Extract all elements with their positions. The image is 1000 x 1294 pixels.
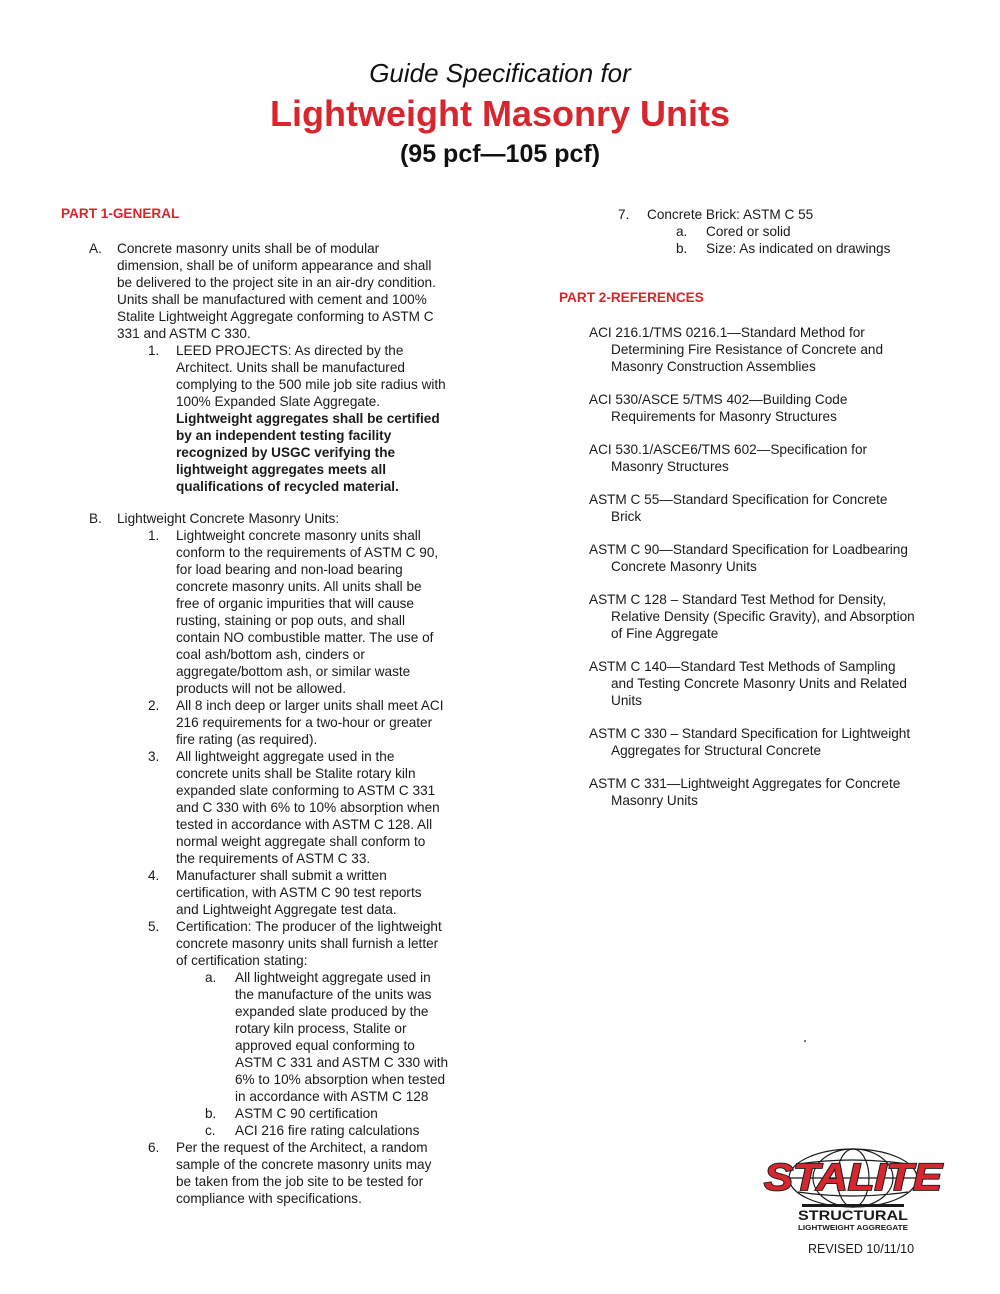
list-item-line: for load bearing and non-load bearing	[176, 562, 403, 577]
paragraph-line: Units shall be manufactured with cement and 100%	[117, 292, 427, 307]
list-item-line: Lightweight concrete masonry units shall	[176, 528, 421, 543]
paragraph-line: LEED PROJECTS: As directed by the	[176, 343, 404, 358]
list-item-line: fire rating (as required).	[176, 732, 318, 747]
item-marker: 1.	[148, 528, 160, 543]
list-item-line: tested in accordance with ASTM C 128. All	[176, 817, 433, 832]
revised-date: REVISED 10/11/10	[808, 1242, 915, 1256]
reference-line: Determining Fire Resistance of Concrete and	[611, 342, 884, 357]
list-item-line: compliance with specifications.	[176, 1191, 362, 1206]
list-item-line: sample of the concrete masonry units may	[176, 1157, 432, 1172]
sub-item-line: ASTM C 90 certification	[235, 1106, 378, 1121]
item-marker: 5.	[148, 919, 160, 934]
sub-item-line: All lightweight aggregate used in	[235, 970, 431, 985]
item-marker: 2.	[148, 698, 160, 713]
paragraph-line: Concrete masonry units shall be of modular	[117, 241, 380, 256]
list-item-line: of certification stating:	[176, 953, 308, 968]
stray-dot	[804, 1040, 806, 1042]
list-item-line: free of organic impurities that will cause	[176, 596, 414, 611]
list-item-line: rusting, staining or pop outs, and shall	[176, 613, 405, 628]
paragraph-line: dimension, shall be of uniform appearance and shall	[117, 258, 432, 273]
page-title-line1: Guide Specification for	[369, 58, 631, 88]
list-item-line: and Lightweight Aggregate test data.	[176, 902, 397, 917]
paragraph-line: Stalite Lightweight Aggregate conforming to ASTM C	[117, 309, 434, 324]
reference-line: Concrete Masonry Units	[611, 559, 757, 574]
item-marker: 4.	[148, 868, 160, 883]
list-item-line: aggregate/bottom ash, or similar waste	[176, 664, 411, 679]
reference-line: of Fine Aggregate	[611, 626, 719, 641]
item-marker: A.	[89, 241, 102, 256]
sub-item-line: in accordance with ASTM C 128	[235, 1089, 429, 1104]
reference-line: Aggregates for Structural Concrete	[611, 743, 822, 758]
sub-item-line: ACI 216 fire rating calculations	[235, 1123, 420, 1138]
reference-line: Masonry Units	[611, 793, 698, 808]
sub-item-line: Cored or solid	[706, 224, 791, 239]
reference-title: ASTM C 128 – Standard Test Method for Density,	[589, 592, 887, 607]
paragraph-line: 331 and ASTM C 330.	[117, 326, 251, 341]
reference-line: Units	[611, 693, 642, 708]
sub-item-marker: b.	[205, 1106, 217, 1121]
list-item-line: be taken from the job site to be tested for	[176, 1174, 424, 1189]
list-item-line: 216 requirements for a two-hour or greater	[176, 715, 433, 730]
reference-title: ACI 530/ASCE 5/TMS 402—Building Code	[589, 392, 848, 407]
paragraph-line: Architect. Units shall be manufactured	[176, 360, 405, 375]
list-item-line: contain NO combustible matter. The use of	[176, 630, 434, 645]
list-item-line: All lightweight aggregate used in the	[176, 749, 395, 764]
bold-paragraph-line: lightweight aggregates meets all	[176, 462, 386, 477]
sub-item-line: Size: As indicated on drawings	[706, 241, 891, 256]
sub-item-line: ASTM C 331 and ASTM C 330 with	[235, 1055, 449, 1070]
sub-item-marker: a.	[676, 224, 688, 239]
section-title: Lightweight Concrete Masonry Units:	[117, 511, 340, 526]
item-marker: 3.	[148, 749, 160, 764]
reference-line: Requirements for Masonry Structures	[611, 409, 837, 424]
page-title-line3: (95 pcf—105 pcf)	[399, 140, 601, 168]
reference-line: Relative Density (Specific Gravity), and Absorption	[611, 609, 915, 624]
list-item-line: normal weight aggregate shall conform to	[176, 834, 426, 849]
list-item-line: and C 330 with 6% to 10% absorption when	[176, 800, 440, 815]
list-item-line: products will not be allowed.	[176, 681, 347, 696]
paragraph-line: be delivered to the project site in an air-dry condition.	[117, 275, 436, 290]
sub-item-marker: a.	[205, 970, 217, 985]
list-item-line: Manufacturer shall submit a written	[176, 868, 387, 883]
item-marker: B.	[89, 511, 102, 526]
reference-line: Brick	[611, 509, 642, 524]
list-item-line: concrete masonry units shall furnish a letter	[176, 936, 439, 951]
sub-item-line: 6% to 10% absorption when tested	[235, 1072, 446, 1087]
paragraph-line: 100% Expanded Slate Aggregate.	[176, 394, 381, 409]
sub-item-marker: b.	[676, 241, 688, 256]
bold-paragraph-line: by an independent testing facility	[176, 428, 392, 443]
reference-line: and Testing Concrete Masonry Units and Related	[611, 676, 907, 691]
list-item-line: Certification: The producer of the lightweight	[176, 919, 442, 934]
list-item-line: conform to the requirements of ASTM C 90,	[176, 545, 439, 560]
item-marker: 6.	[148, 1140, 160, 1155]
bold-paragraph-line: recognized by USGC verifying the	[176, 445, 396, 460]
sub-item-line: the manufacture of the units was	[235, 987, 432, 1002]
list-item-line: concrete units shall be Stalite rotary kiln	[176, 766, 416, 781]
reference-title: ACI 216.1/TMS 0216.1—Standard Method for	[589, 325, 865, 340]
list-item-line: Per the request of the Architect, a random	[176, 1140, 428, 1155]
stalite-wordmark: STALITE	[764, 1157, 944, 1199]
logo-structural-text: STRUCTURAL	[798, 1207, 909, 1223]
list-item-line: certification, with ASTM C 90 test reports	[176, 885, 422, 900]
paragraph-line: complying to the 500 mile job site radius with	[176, 377, 446, 392]
sub-item-line: expanded slate produced by the	[235, 1004, 429, 1019]
list-item-line: All 8 inch deep or larger units shall meet ACI	[176, 698, 444, 713]
reference-title: ASTM C 90—Standard Specification for Loadbearing	[589, 542, 908, 557]
list-item-line: expanded slate conforming to ASTM C 331	[176, 783, 436, 798]
part1-heading: PART 1-GENERAL	[61, 206, 180, 221]
reference-title: ASTM C 331—Lightweight Aggregates for Concrete	[589, 776, 901, 791]
list-item-line: concrete masonry units. All units shall be	[176, 579, 422, 594]
list-item-line: the requirements of ASTM C 33.	[176, 851, 371, 866]
stalite-logo	[758, 1147, 948, 1235]
logo-lightweight-aggregate-text: LIGHTWEIGHT AGGREGATE	[798, 1225, 909, 1232]
reference-title: ACI 530.1/ASCE6/TMS 602—Specification for	[589, 442, 868, 457]
item-marker: 7.	[618, 207, 630, 222]
item-marker: 1.	[148, 343, 160, 358]
sub-item-line: rotary kiln process, Stalite or	[235, 1021, 407, 1036]
bold-paragraph-line: qualifications of recycled material.	[176, 479, 399, 494]
page-title-line2: Lightweight Masonry Units	[269, 93, 730, 134]
part2-heading: PART 2-REFERENCES	[559, 290, 704, 305]
sub-item-line: approved equal conforming to	[235, 1038, 415, 1053]
list-item-line: coal ash/bottom ash, cinders or	[176, 647, 365, 662]
reference-title: ASTM C 330 – Standard Specification for Lightweight	[589, 726, 911, 741]
sub-item-marker: c.	[205, 1123, 216, 1138]
reference-title: ASTM C 140—Standard Test Methods of Sampling	[589, 659, 896, 674]
reference-line: Masonry Structures	[611, 459, 729, 474]
list-item-line: Concrete Brick: ASTM C 55	[647, 207, 814, 222]
bold-paragraph-line: Lightweight aggregates shall be certified	[176, 411, 440, 426]
reference-line: Masonry Construction Assemblies	[611, 359, 816, 374]
reference-title: ASTM C 55—Standard Specification for Concrete	[589, 492, 888, 507]
